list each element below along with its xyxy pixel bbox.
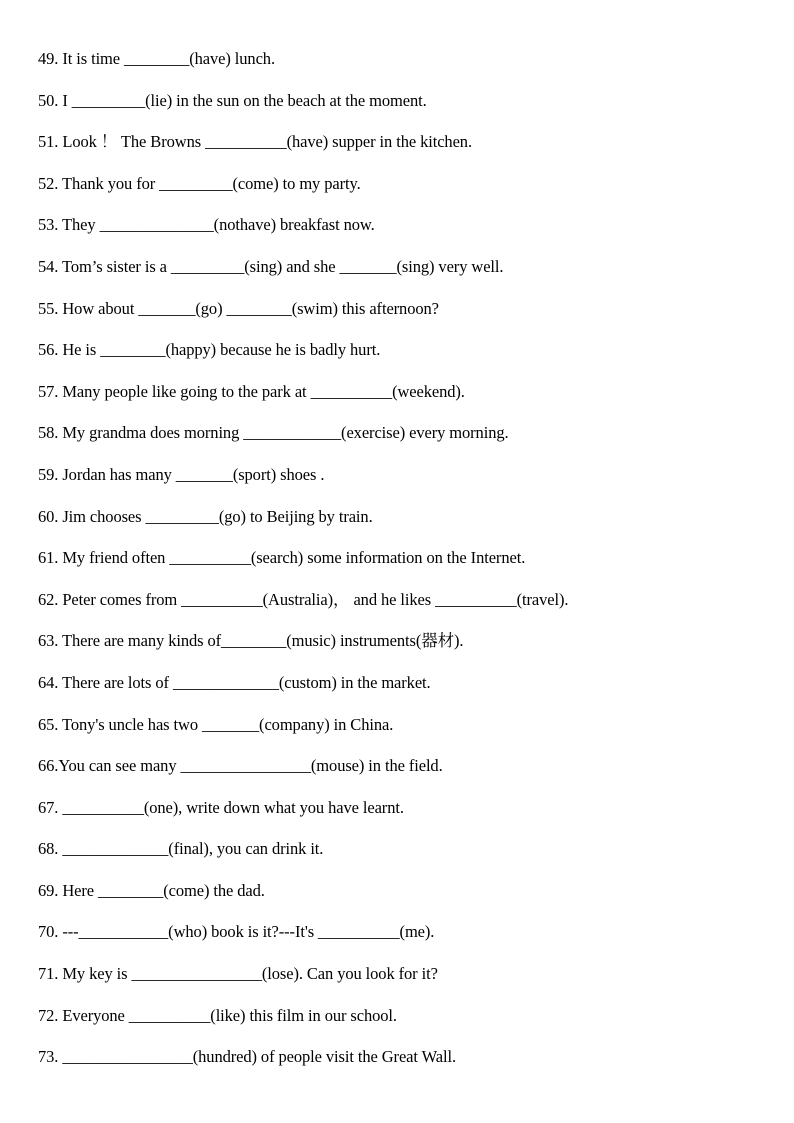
- exercise-line-49: 49. It is time ________(have) lunch.: [38, 49, 275, 68]
- exercise-line-53: 53. They ______________(nothave) breakfast now.: [38, 215, 375, 235]
- exercise-line-72: 72. Everyone __________(like) this film in our school.: [38, 1005, 397, 1025]
- exercise-line-67: 67. __________(one), write down what you have learnt.: [38, 797, 404, 817]
- exercise-line-63: 63. There are many kinds of________(music) instruments(器材).: [38, 631, 464, 651]
- exercise-line-59: 59. Jordan has many _______(sport) shoes .: [38, 464, 325, 484]
- exercise-line-55: 55. How about _______(go) ________(swim) this afternoon?: [38, 298, 439, 318]
- exercise-line-64: 64. There are lots of _____________(custom) in the market.: [38, 672, 431, 692]
- exercise-line-66: 66.You can see many ________________(mouse) in the field.: [38, 756, 443, 776]
- exercise-line-54: 54. Tom’s sister is a _________(sing) and she _______(sing) very well.: [38, 256, 504, 276]
- exercise-line-73: 73. ________________(hundred) of people visit the Great Wall.: [38, 1047, 456, 1067]
- exercise-line-50: 50. I _________(lie) in the sun on the beach at the moment.: [38, 90, 427, 110]
- exercise-line-58: 58. My grandma does morning ____________(exercise) every morning.: [38, 423, 509, 443]
- exercise-line-61: 61. My friend often __________(search) some information on the Internet.: [38, 548, 526, 568]
- exercise-line-57: 57. Many people like going to the park at __________(weekend).: [38, 381, 465, 401]
- exercise-sheet: [38, 46, 758, 1086]
- exercise-line-70: 70. ---___________(who) book is it?---It's __________(me).: [38, 922, 435, 942]
- exercise-line-52: 52. Thank you for _________(come) to my party.: [38, 173, 361, 193]
- exercise-line-68: 68. _____________(final), you can drink it.: [38, 839, 324, 859]
- exercise-line-69: 69. Here ________(come) the dad.: [38, 880, 265, 900]
- exercise-line-62: 62. Peter comes from __________(Australia)， and he likes __________(travel).: [38, 589, 569, 609]
- exercise-line-71: 71. My key is ________________(lose). Can you look for it?: [38, 964, 438, 984]
- exercise-line-51: 51. Look ！ The Browns __________(have) supper in the kitchen.: [38, 132, 472, 152]
- exercise-line-56: 56. He is ________(happy) because he is badly hurt.: [38, 340, 381, 360]
- exercise-line-60: 60. Jim chooses _________(go) to Beijing by train.: [38, 506, 373, 526]
- exercise-line-65: 65. Tony's uncle has two _______(company) in China.: [38, 714, 394, 734]
